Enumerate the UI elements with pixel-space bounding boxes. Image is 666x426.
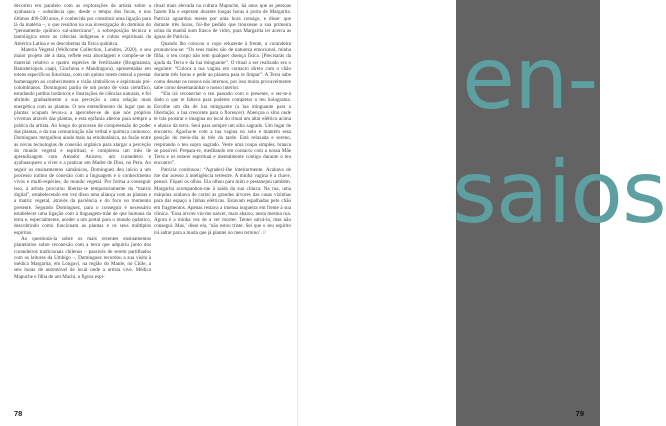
paragraph: Quando lho colocou o copo reluzente à frente, a curandeira pronunciou-se: “Os teus males são de natureza emocional, minha filha, o teu corpo não tem qualquer doença física. [Precisarás da ajuda da Terra e da lua minguante”. O ritual a ser realizado era o seguinte: “Coloca a tua vagina em contacto direto com o chão durante três horas e pede ao planeta para te limpar”. A Terra sabe como desatar os nossos nós internos, por isso muito provavelmente sabe como desemaranhar o nosso interior.	[154, 40, 291, 91]
paragraph: ritual mais elevada na cultura Mapuche, há anos que as pessoas fazem fila e esperam durante longas horas à porta de Margarita. Patricia aguardou meses por uma hora consigo, e disse: que durante três horas, foi-lhe pedido que trouxesse a sua primeira urina da manhã num frasco de vidro, para Margarita ler acerca as águas de Patricia.	[154, 3, 291, 41]
page-number: 79	[575, 409, 584, 418]
section-title-line: en-	[462, 29, 598, 129]
paragraph: decorreu em paralelo com as explorações da artista sobre a ayahuasca – substância que, desde o tempo dos Incas, e nos últimos 400-500 anos, é conhecida por constituir uma ligação para lá da matéria –, o que resultou na sua investigação do domínio do “pensamento químico sul-americano”, a sobreposição técnica e tautológica entre as ciências indígenas e cultos espirituais da América Latina e os descobertas da física quântica.	[14, 3, 151, 47]
text-column-1	[14, 3, 151, 398]
right-page	[298, 0, 666, 426]
paragraph: Patrícia continuou: “Agradeci-lhe interiormente. Acabava de me dar acesso à inteligência terrestre. A minha vagina é a chave, pensei. Fiquei os olhos. Ela olhou para mim e pestanejou também. Margarita acompanhou-me à saída da sua clínica. Na rua, uma máquina acabava de cortar as grandes árvores das casas vizinhas para dar espaço a linhas elétricas. Estavam espalhadas pelo chão em fragmentos. Apenas restava a imensa nogueira em frente à sua clínica. ‘Essa árvore viu-me nascer, mais abaixo, nesta mesma rua. Agora é a minha vez de a ver morrer. Tentei salvá-la, mas não consegui. Mas,’ disse ela, ‘não estou triste. Sei que o seu espírito irá saltar para a muda que já plantei no meu terreno’. //	[154, 166, 291, 236]
section-title-panel	[452, 0, 666, 426]
paragraph: “Ela irá reconectar o teu passado com o presente, e ser-te-á dado o que te faltava para poderes completar o teu holograma. Escolhe um dia de lua minguante (a lua minguante para a libertação, a lua crescente para o florescer). Abençoa o sítio onde te irás prostrar e imagina no local do ritual um altar elétrico acima e abaixo da terra. Será para sempre um sítio sagrado. Um lugar de encontro. Agacha-te com a tua vagina no solo e mantém essa posição do meio-dia às três da tarde. Está relaxada e sereno, respirando o teu sopro sagrado. Veste uma roupa simples, branca se possível. Prepara-te, meditando em contacto com a nossa Mãe Terra e os estarei espiritual e mentalmente contigo durante o teu encontro”.	[154, 91, 291, 167]
left-page	[0, 0, 298, 426]
page-number: 78	[14, 409, 23, 418]
paragraph: Ao questioná-la sobre os mais recentes ensinamentos planetários sobre reconexão com a terra que adquiriu junto dos curandeiros tradicionais chilenos – passivés de serem partilhados com os leitores da Umbigo –, Dominguez recordou a sua visita à médica Margarita, em Longaví, na região do Maule, no Chile, a seis horas de automóvel de local onde a artista vive. Médica Mapuche e filha de um Machi, a figura espi-	[14, 235, 151, 280]
section-title-line: saios	[452, 143, 666, 243]
text-column-2	[154, 3, 291, 398]
paragraph: Materia Vegetal (Wellcome Collection, Londres, 2020), o seu maior projeto até à data, reflete esta abordagem e compõe-se de material relativo a quatro espécies de fertilizante (Brugmansia, Banisteriopsis caapi, Cinchona e Mandragora), apresentadas em totens específicos futuristas, com um quinto totem central a prestar homenagem ao conhecimento e visão simbólicos e espirituais pré-colombianos. Dominguez partiu de um ponto de vista científico, estudando jardins botânicos e ilustrações de ciências naturais, e foi abrindo gradualmente a sua perceção a uma relação mais energética com as plantas. O seu entendimento do lugar que as plantas ocupam levou-a a aperceber-se de que nós próprios vivemos através das plantas, e esta epifania alterou para sempre a prática da artista. Ao longo do processo de compreensão do poder das plantas, e da sua comunicação não verbal e química connosco, Dominguez mergulhou ainda mais na etnobotânica, na fusão entre as novas tecnologias de conexão orgânica para alargar a perceção do mundo vegetal e espiritual, e completou um mês de aprendizagem com Amador Aniceto, um curandeiro e ayahuasquero a viver e a praticar em Madre de Dios, no Peru. Ao seguir os ensinamentos xamânicos, Dominguez deu início a um processo íntimo de conexão com a linguagem e o conhecimento vivos e multi-espécies, do mundo vegetal. Por forma a conseguir isso, a artista procurou libertar-se temporariamente da “matriz digital”, estabelecendo em vez disso uma aliança com as plantas e a matriz vegetal, através da paciência e do foco no momento presente. Segundo Dominguez, para o conseguir é necessário estabelecer uma ligação com a linguagem-mãe de que humana da terra e, especialmente, aceder a um portal para o mundo quântico, descobrindo como funcionam as plantas e os seus múltiplos espíritos.	[14, 47, 151, 236]
